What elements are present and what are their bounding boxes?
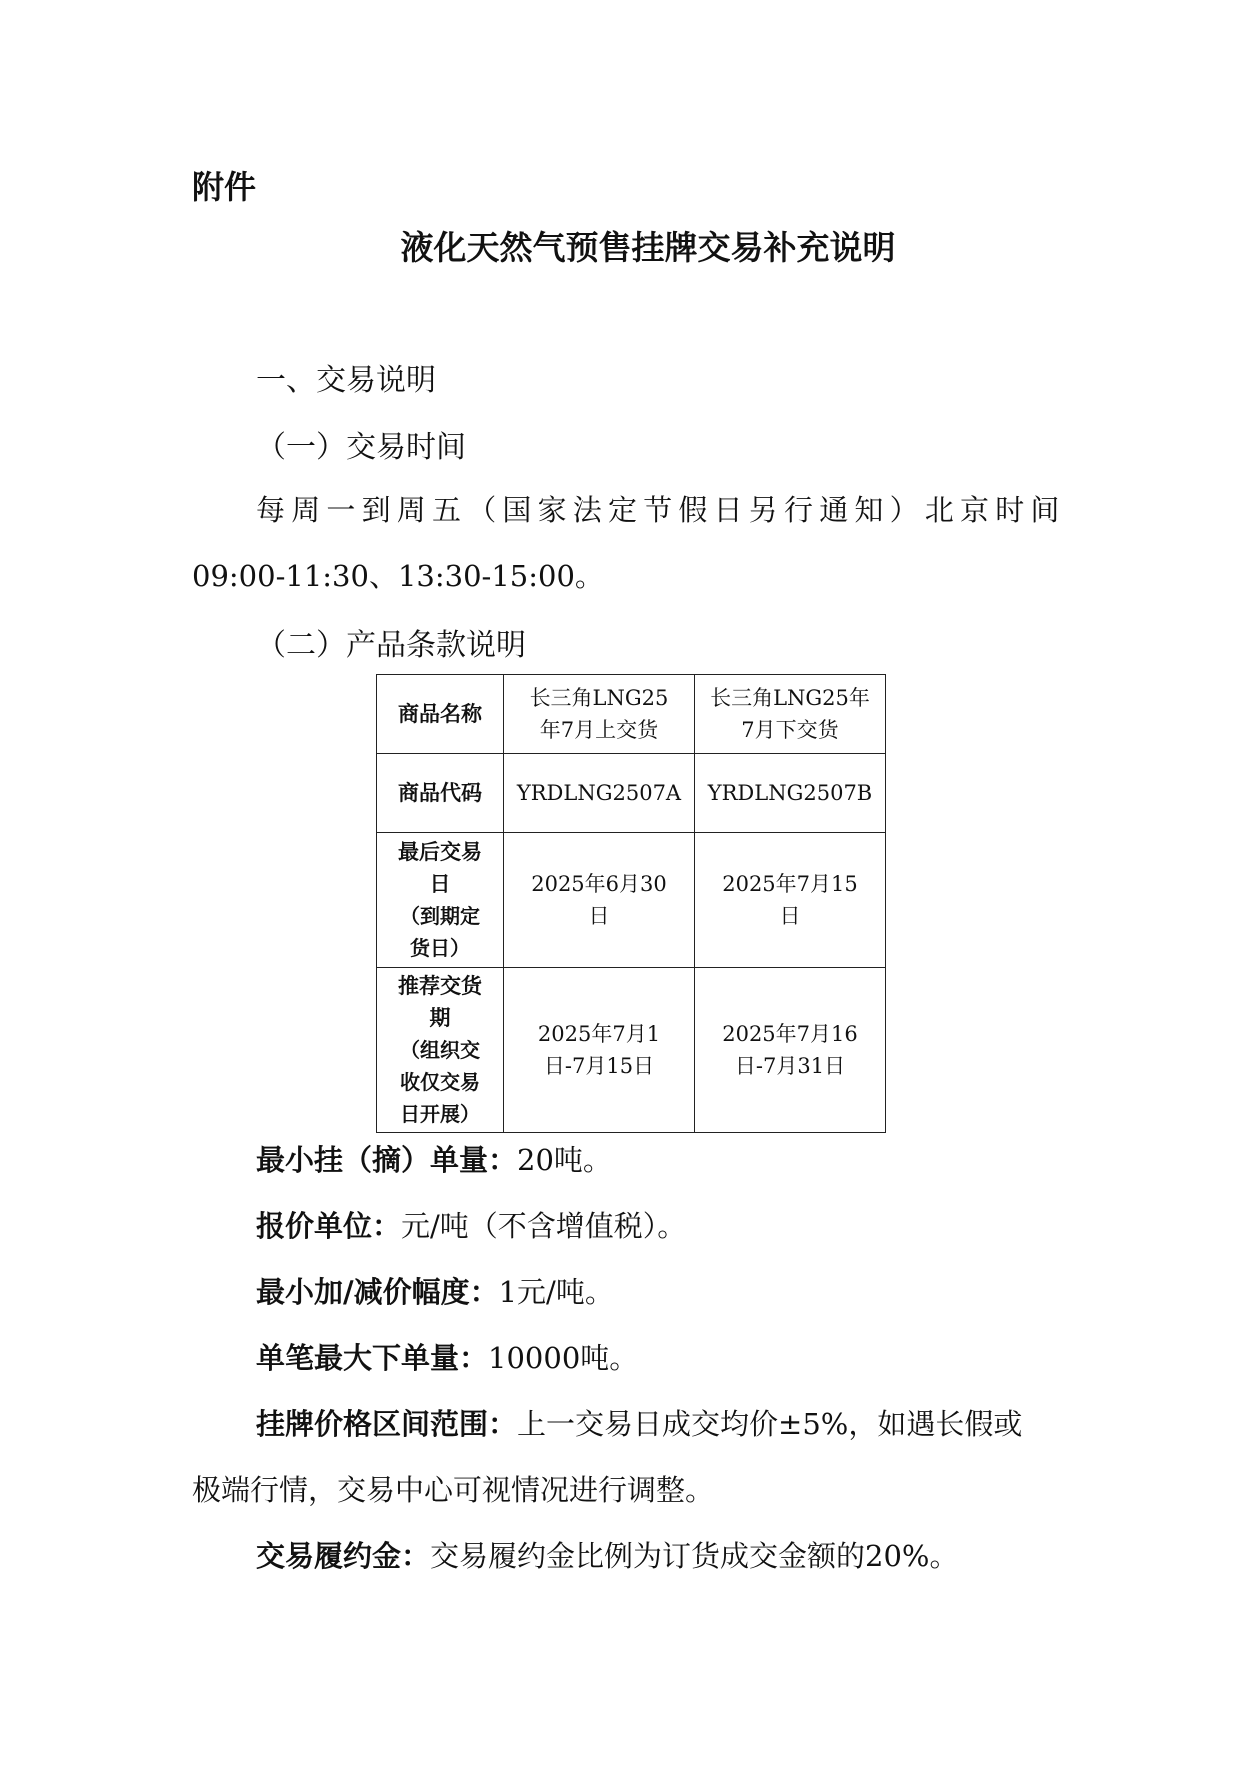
term-min-order <box>256 1138 612 1179</box>
cell-line: 商品代码 <box>397 781 482 805</box>
cell-line: 期 <box>429 1006 451 1030</box>
term-max-order <box>256 1336 638 1377</box>
cell-line: 日 <box>429 872 451 896</box>
table-row <box>377 833 886 968</box>
cell-line: 日-7月15日 <box>543 1054 655 1078</box>
cell-line: 2025年7月15 <box>722 872 858 896</box>
cell-line: 长三角LNG25 <box>529 686 669 710</box>
row-label-last-trading-day <box>377 833 504 968</box>
term-price-range-cont <box>192 1468 714 1509</box>
cell-product-b-delivery <box>694 968 885 1133</box>
cell-line: 最后交易 <box>397 840 482 864</box>
subsection-heading-time: （一）交易时间 <box>256 430 466 465</box>
row-label-code <box>377 754 504 833</box>
term-value: 极端行情，交易中心可视情况进行调整。 <box>192 1473 715 1507</box>
cell-product-b-name <box>694 675 885 754</box>
cell-line: YRDLNG2507B <box>707 781 873 805</box>
cell-line: （到期定 <box>399 904 480 928</box>
table-row <box>377 968 886 1133</box>
cell-line: 货日） <box>409 936 470 960</box>
term-label: 交易履约金： <box>256 1539 431 1573</box>
term-label: 报价单位： <box>256 1209 402 1243</box>
cell-line: 日 <box>779 904 801 928</box>
cell-product-a-code <box>503 754 694 833</box>
cell-line: 推荐交货 <box>397 974 482 998</box>
term-value: 上一交易日成交均价±5%，如遇长假或 <box>517 1407 1023 1441</box>
trading-time-line2: 09:00-11:30、13:30-15:00。 <box>192 559 604 593</box>
term-value: 元/吨（不含增值税）。 <box>401 1209 687 1243</box>
term-label: 最小挂（摘）单量： <box>256 1143 518 1177</box>
term-quote-unit <box>256 1204 686 1245</box>
term-value: 1元/吨。 <box>498 1275 614 1309</box>
cell-line: 日开展） <box>399 1102 480 1126</box>
cell-line: 商品名称 <box>397 702 482 726</box>
term-label: 挂牌价格区间范围： <box>256 1407 518 1441</box>
cell-line: 年7月上交货 <box>539 718 659 742</box>
attachment-label: 附件 <box>192 168 257 206</box>
term-min-tick <box>256 1270 614 1311</box>
cell-line: 日 <box>588 904 610 928</box>
table-row <box>377 754 886 833</box>
cell-product-a-last-day <box>503 833 694 968</box>
cell-line: 2025年7月1 <box>537 1022 661 1046</box>
subsection-heading-product: （二）产品条款说明 <box>256 628 526 663</box>
cell-product-a-delivery <box>503 968 694 1133</box>
trading-time-line1: 每周一到周五（国家法定节假日另行通知）北京时间 <box>256 493 1066 527</box>
term-value: 交易履约金比例为订货成交金额的20%。 <box>430 1539 959 1573</box>
term-label: 单笔最大下单量： <box>256 1341 489 1375</box>
cell-line: 2025年7月16 <box>722 1022 858 1046</box>
cell-line: 2025年6月30 <box>531 872 667 896</box>
cell-product-b-last-day <box>694 833 885 968</box>
cell-line: （组织交 <box>399 1038 480 1062</box>
section-heading-trading: 一、交易说明 <box>256 363 436 398</box>
cell-product-b-code <box>694 754 885 833</box>
cell-line: 日-7月31日 <box>734 1054 846 1078</box>
cell-line: YRDLNG2507A <box>516 781 682 805</box>
row-label-name <box>377 675 504 754</box>
product-terms-table <box>376 674 886 1133</box>
term-label: 最小加/减价幅度： <box>256 1275 499 1309</box>
table-row <box>377 675 886 754</box>
cell-product-a-name <box>503 675 694 754</box>
row-label-delivery-period <box>377 968 504 1133</box>
term-value: 10000吨。 <box>488 1341 639 1375</box>
cell-line: 收仅交易 <box>399 1070 480 1094</box>
term-value: 20吨。 <box>517 1143 612 1177</box>
term-performance-bond <box>256 1534 958 1575</box>
cell-line: 长三角LNG25年 <box>710 686 870 710</box>
cell-line: 7月下交货 <box>741 718 839 742</box>
term-price-range <box>256 1402 1022 1443</box>
document-title: 液化天然气预售挂牌交易补充说明 <box>400 228 896 267</box>
